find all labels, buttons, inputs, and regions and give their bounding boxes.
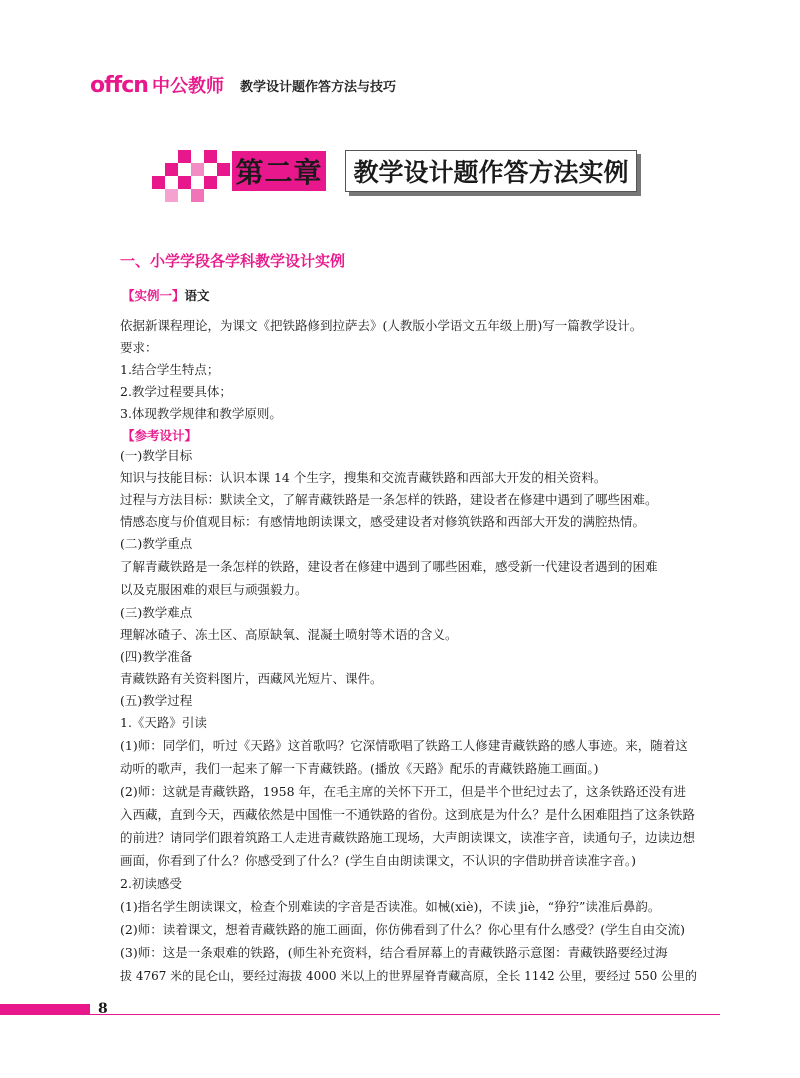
body-line: 2.教学过程要具体； bbox=[120, 384, 232, 399]
example-bracket: 【实例一】 bbox=[122, 288, 185, 303]
chapter-label: 第二章 bbox=[232, 151, 326, 191]
body-line: 2.初读感受 bbox=[120, 876, 182, 891]
footer-accent-bar bbox=[0, 1004, 90, 1014]
offcn-logo-chinese: 中公教师 bbox=[151, 76, 224, 97]
example-subject: 语文 bbox=[184, 288, 210, 303]
body-line: (1)师：同学们，听过《天路》这首歌吗？它深情歌唱了铁路工人修建青藏铁路的感人事迹。来，随着这 bbox=[120, 738, 688, 753]
body-line: (一)教学目标 bbox=[120, 448, 193, 463]
body-line: 3.体现教学规律和教学原则。 bbox=[120, 406, 282, 421]
body-line: (2)师：读着课文，想着青藏铁路的施工画面，你仿佛看到了什么？你心里有什么感受？(学生自由交流) bbox=[120, 922, 685, 937]
body-line: 1.结合学生特点； bbox=[120, 362, 220, 377]
body-line: 拔 4767 米的昆仑山，要经过海拔 4000 米以上的世界屋脊青藏高原，全长 1142 公里，要经过 550 公里的 bbox=[120, 969, 698, 983]
example-tag bbox=[122, 286, 210, 304]
body-line: (2)师：这就是青藏铁路，1958 年，在毛主席的关怀下开工，但是半个世纪过去了，这条铁路还没有进 bbox=[120, 784, 686, 799]
page-number: 8 bbox=[98, 1001, 108, 1017]
body-line: 1.《天路》引读 bbox=[120, 715, 207, 730]
body-line: 画面，你看到了什么？你感受到了什么？(学生自由朗读课文，不认识的字借助拼音读准字音。) bbox=[120, 853, 637, 868]
body-line: 过程与方法目标：默读全文，了解青藏铁路是一条怎样的铁路，建设者在修建中遇到了哪些困难。 bbox=[120, 492, 658, 507]
chapter-title: 教学设计题作答方法实例 bbox=[345, 150, 637, 192]
body-line: (三)教学难点 bbox=[120, 605, 193, 620]
body-line: 动听的歌声，我们一起来了解一下青藏铁路。(播放《天路》配乐的青藏铁路施工画面。) bbox=[120, 761, 599, 776]
body-line: 以及克服困难的艰巨与顽强毅力。 bbox=[120, 582, 308, 597]
body-line: 情感态度与价值观目标：有感情地朗读课文，感受建设者对修筑铁路和西部大开发的满腔热情。 bbox=[120, 514, 646, 529]
body-line: 了解青藏铁路是一条怎样的铁路，建设者在修建中遇到了哪些困难，感受新一代建设者遇到的困难 bbox=[120, 559, 658, 574]
running-header-title: 教学设计题作答方法与技巧 bbox=[239, 79, 396, 95]
body-line: 青藏铁路有关资料图片，西藏风光短片、课件。 bbox=[120, 671, 383, 686]
body-line: (1)指名学生朗读课文，检查个别难读的字音是否读准。如械(xiè)，不读 jiè，“狰狞”读准后鼻韵。 bbox=[120, 899, 661, 914]
page-header bbox=[90, 70, 396, 100]
offcn-logo: offcn bbox=[90, 72, 148, 98]
body-line: (五)教学过程 bbox=[120, 693, 193, 708]
body-line: 依据新课程理论，为课文《把铁路修到拉萨去》(人教版小学语文五年级上册)写一篇教学设计。 bbox=[120, 318, 643, 333]
reference-tag: 【参考设计】 bbox=[122, 428, 198, 443]
body-line: 理解冰碴子、冻土区、高原缺氧、混凝土喷射等术语的含义。 bbox=[120, 627, 458, 642]
body-line: (二)教学重点 bbox=[120, 536, 193, 551]
footer-rule bbox=[0, 1014, 720, 1015]
body-line: (四)教学准备 bbox=[120, 649, 193, 664]
section-title: 一、小学学段各学科教学设计实例 bbox=[120, 252, 346, 270]
body-line: 知识与技能目标：认识本课 14 个生字，搜集和交流青藏铁路和西部大开发的相关资料。 bbox=[120, 470, 607, 485]
body-line: (3)师：这是一条艰难的铁路，(师生补充资料，结合看屏幕上的青藏铁路示意图：青藏铁路要经过海 bbox=[120, 945, 668, 960]
body-line: 入西藏，直到今天，西藏依然是中国惟一不通铁路的省份。这到底是为什么？是什么困难阻挡了这条铁路 bbox=[120, 807, 696, 822]
body-line: 的前进？请同学们跟着筑路工人走进青藏铁路施工现场，大声朗读课文，读准字音，读通句子，边读边想 bbox=[120, 830, 696, 845]
body-line: 要求： bbox=[120, 340, 158, 355]
